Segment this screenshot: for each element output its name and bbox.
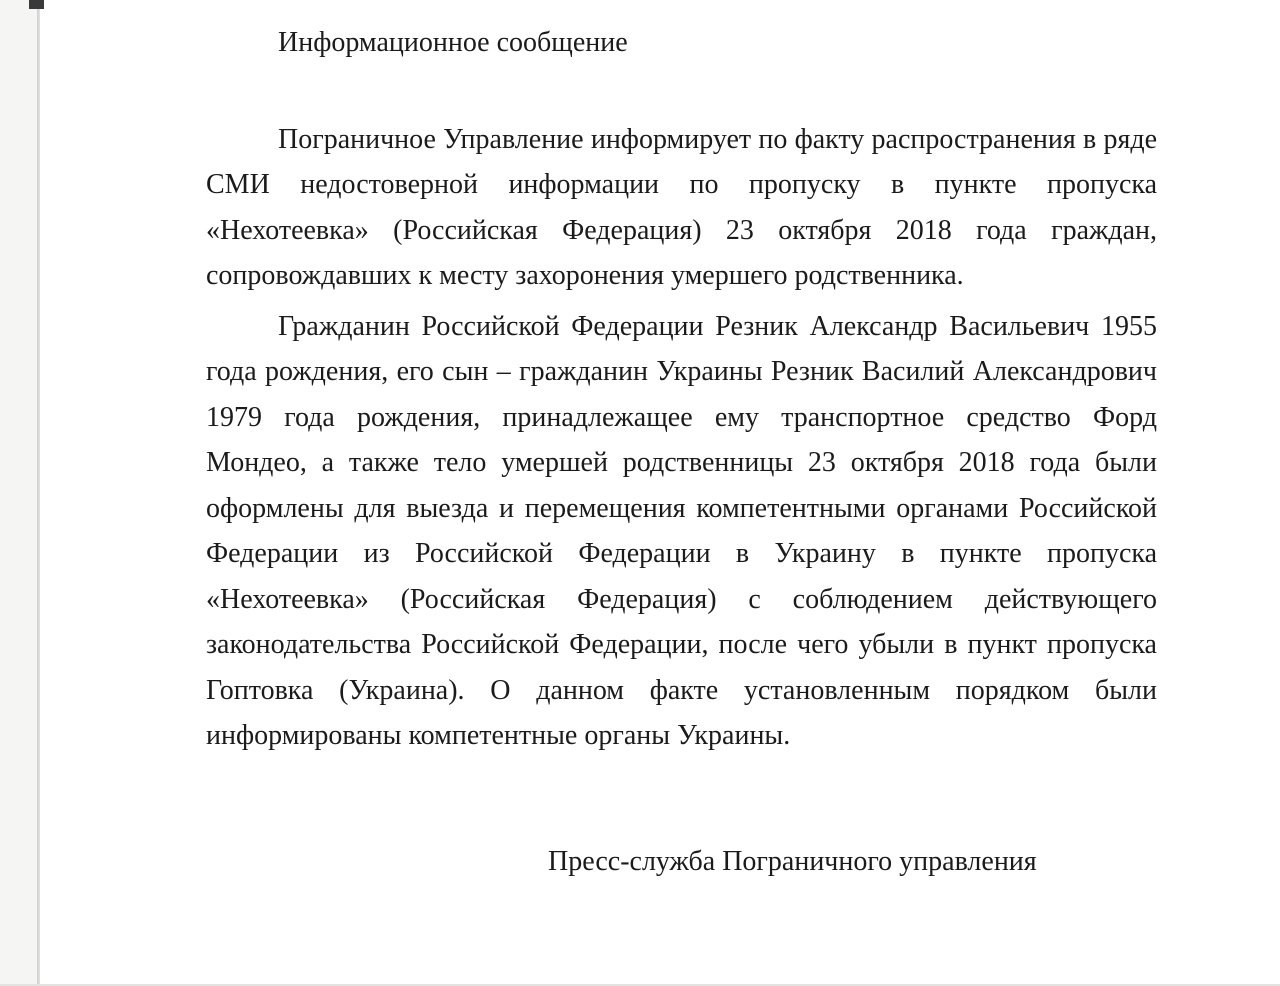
paragraph-2: Гражданин Российской Федерации Резник Александр Васильевич 1955 года рождения, его сын – гражданин Украины Резник Василий Александрович 1979 года рождения, принадлежащее ему транспортное средство Форд Мондео, а также тело умершей родственницы 23 октября 2018 года были оформлены для выезда и перемещения компетентными органами Российской Федерации из Российской Федерации в Украину в пункте пропуска «Нехотеевка» (Российская Федерация) с соблюдением действующего законодательства Российской Федерации, после чего убыли в пункт пропуска Гоптовка (Украина). О данном факте установленным порядком были информированы компетентные органы Украины. bbox=[206, 310, 1157, 751]
paragraph-1: Пограничное Управление информирует по факту распространения в ряде СМИ недостоверной информации по пропуску в пункте пропуска «Нехотеевка» (Российская Федерация) 23 октября 2018 года граждан, сопровождавших к месту захоронения умершего родственника. bbox=[206, 123, 1157, 291]
page-left-divider bbox=[37, 0, 40, 986]
top-edge-mark bbox=[29, 0, 44, 9]
document-page bbox=[206, 0, 1157, 884]
document-title: Информационное сообщение bbox=[278, 27, 628, 58]
left-gutter bbox=[0, 0, 37, 986]
signature-line: Пресс-служба Пограничного управления bbox=[548, 845, 1037, 877]
